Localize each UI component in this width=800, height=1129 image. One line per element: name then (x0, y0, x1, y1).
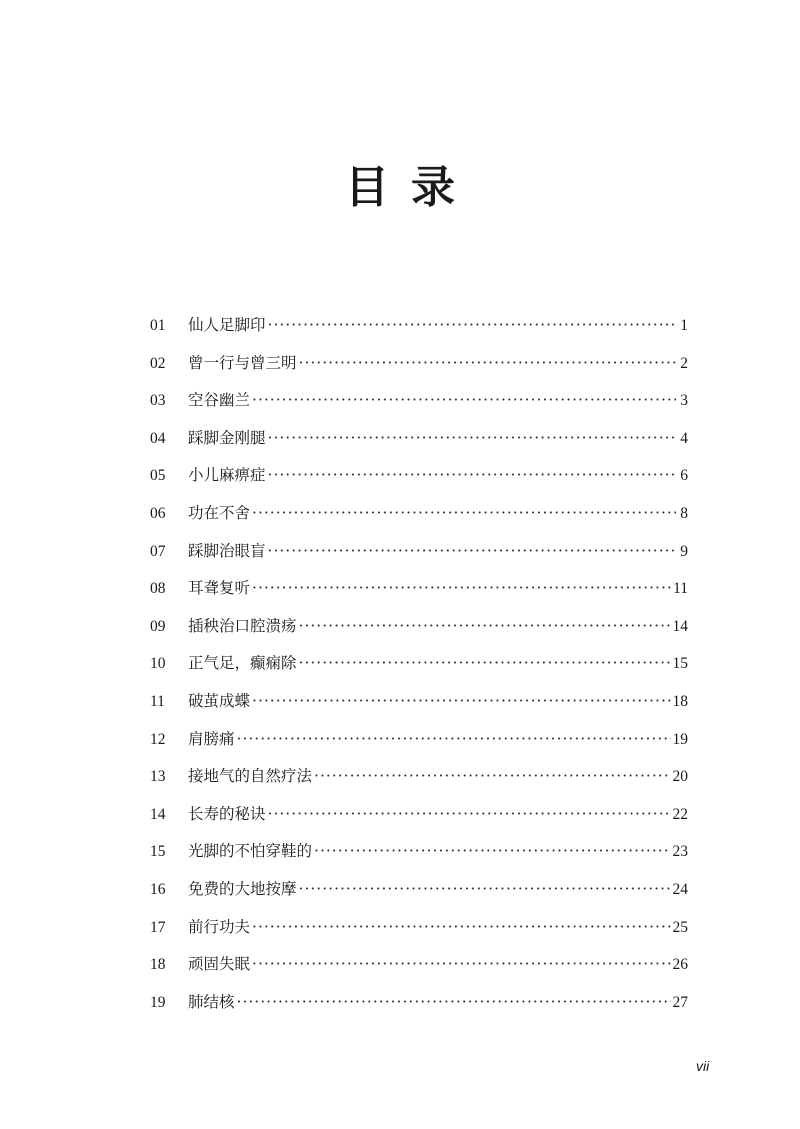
page-number: vii (696, 1058, 710, 1074)
page-title: 目录 (345, 162, 477, 213)
toc-dot-leader (268, 533, 676, 571)
toc-entry[interactable] (150, 721, 688, 759)
toc-entry-title: 光脚的不怕穿鞋的 (188, 842, 313, 861)
toc-entry[interactable] (150, 909, 688, 947)
toc-entry-title: 空谷幽兰 (188, 391, 251, 410)
toc-dot-leader (237, 721, 671, 759)
toc-entry-page: 23 (672, 843, 688, 861)
toc-entry-title: 顽固失眠 (188, 955, 251, 974)
toc-entry-page: 26 (672, 956, 688, 974)
toc-entry[interactable] (150, 570, 688, 608)
toc-entry-number: 02 (150, 354, 166, 372)
toc-entry-number: 14 (150, 805, 166, 823)
toc-dot-leader (268, 457, 676, 495)
toc-entry-number: 10 (150, 655, 166, 673)
toc-dot-leader (268, 796, 671, 834)
toc-entry-page: 20 (672, 768, 688, 786)
toc-entry-title: 功在不舍 (188, 503, 251, 522)
toc-entry-number: 13 (150, 768, 166, 786)
toc-entry-page: 25 (672, 918, 688, 936)
toc-entry-title: 踩脚金刚腿 (188, 428, 266, 447)
toc-dot-leader (314, 758, 670, 796)
toc-dot-leader (252, 683, 670, 721)
toc-entry-title: 插秧治口腔溃疡 (188, 616, 297, 635)
toc-entry[interactable] (150, 796, 688, 834)
toc-dot-leader (268, 307, 676, 345)
toc-entry-page: 14 (672, 617, 688, 635)
toc-entry-page: 8 (680, 504, 688, 522)
toc-entry-title: 耳聋复听 (188, 579, 251, 598)
toc-dot-leader (268, 420, 676, 458)
toc-entry-number: 01 (150, 317, 166, 334)
toc-entry[interactable] (150, 833, 688, 871)
toc-entry-number: 11 (150, 692, 165, 710)
toc-dot-leader (237, 984, 671, 1022)
toc-entry-number: 12 (150, 730, 166, 748)
toc-entry-number: 07 (150, 542, 166, 560)
toc-entry-title: 踩脚治眼盲 (188, 541, 266, 560)
toc-entry-page: 15 (672, 655, 688, 673)
toc-entry-number: 05 (150, 467, 166, 485)
toc-entry[interactable] (150, 382, 688, 420)
toc-entry[interactable] (150, 495, 688, 533)
toc-dot-leader (299, 608, 671, 646)
toc-entry-number: 08 (150, 580, 166, 598)
toc-entry-title: 小儿麻痹症 (188, 466, 266, 485)
toc-entry[interactable] (150, 946, 688, 984)
toc-entry[interactable] (150, 533, 688, 571)
toc-entry[interactable] (150, 420, 688, 458)
toc-entry-number: 03 (150, 392, 166, 410)
toc-dot-leader (252, 909, 670, 947)
toc-entry-page: 27 (672, 993, 688, 1011)
toc-entry-page: 1 (680, 317, 688, 334)
toc-entry-title: 曾一行与曾三明 (188, 353, 297, 372)
toc-entry-title: 肩膀痛 (188, 729, 235, 748)
toc-dot-leader (299, 645, 671, 683)
toc-entry-number: 15 (150, 843, 166, 861)
toc-entry-title: 长寿的秘诀 (188, 804, 266, 823)
toc-entry[interactable] (150, 307, 688, 345)
toc-entry-number: 17 (150, 918, 166, 936)
toc-dot-leader (252, 382, 676, 420)
toc-entry[interactable] (150, 871, 688, 909)
toc-entry-page: 2 (680, 354, 688, 372)
toc-dot-leader (299, 345, 676, 383)
toc-entry-page: 6 (680, 467, 688, 485)
toc-dot-leader (314, 833, 670, 871)
toc-entry[interactable] (150, 645, 688, 683)
table-of-contents (150, 307, 688, 1021)
toc-entry[interactable] (150, 984, 688, 1022)
toc-entry-page: 24 (672, 880, 688, 898)
toc-entry-number: 19 (150, 993, 166, 1011)
toc-entry[interactable] (150, 345, 688, 383)
toc-dot-leader (252, 570, 671, 608)
toc-entry-number: 06 (150, 504, 166, 522)
toc-entry-page: 11 (673, 580, 688, 598)
toc-entry-title: 肺结核 (188, 992, 235, 1011)
toc-entry[interactable] (150, 608, 688, 646)
toc-entry-page: 18 (672, 692, 688, 710)
toc-entry-page: 3 (680, 392, 688, 410)
toc-entry-number: 09 (150, 617, 166, 635)
toc-entry[interactable] (150, 683, 688, 721)
toc-entry-title: 免费的大地按摩 (188, 879, 297, 898)
toc-entry-page: 4 (680, 429, 688, 447)
toc-entry-title: 破茧成蝶 (188, 691, 251, 710)
toc-entry[interactable] (150, 758, 688, 796)
toc-entry-title: 正气足，癫痫除 (188, 654, 297, 673)
toc-entry-title: 接地气的自然疗法 (188, 767, 313, 786)
toc-entry-title: 仙人足脚印 (188, 316, 266, 334)
toc-entry-title: 前行功夫 (188, 917, 251, 936)
toc-dot-leader (299, 871, 671, 909)
toc-dot-leader (252, 946, 670, 984)
toc-entry[interactable] (150, 457, 688, 495)
toc-dot-leader (252, 495, 676, 533)
toc-entry-page: 9 (680, 542, 688, 560)
toc-entry-number: 18 (150, 956, 166, 974)
toc-entry-number: 04 (150, 429, 166, 447)
toc-entry-page: 22 (672, 805, 688, 823)
toc-entry-number: 16 (150, 880, 166, 898)
toc-entry-page: 19 (672, 730, 688, 748)
